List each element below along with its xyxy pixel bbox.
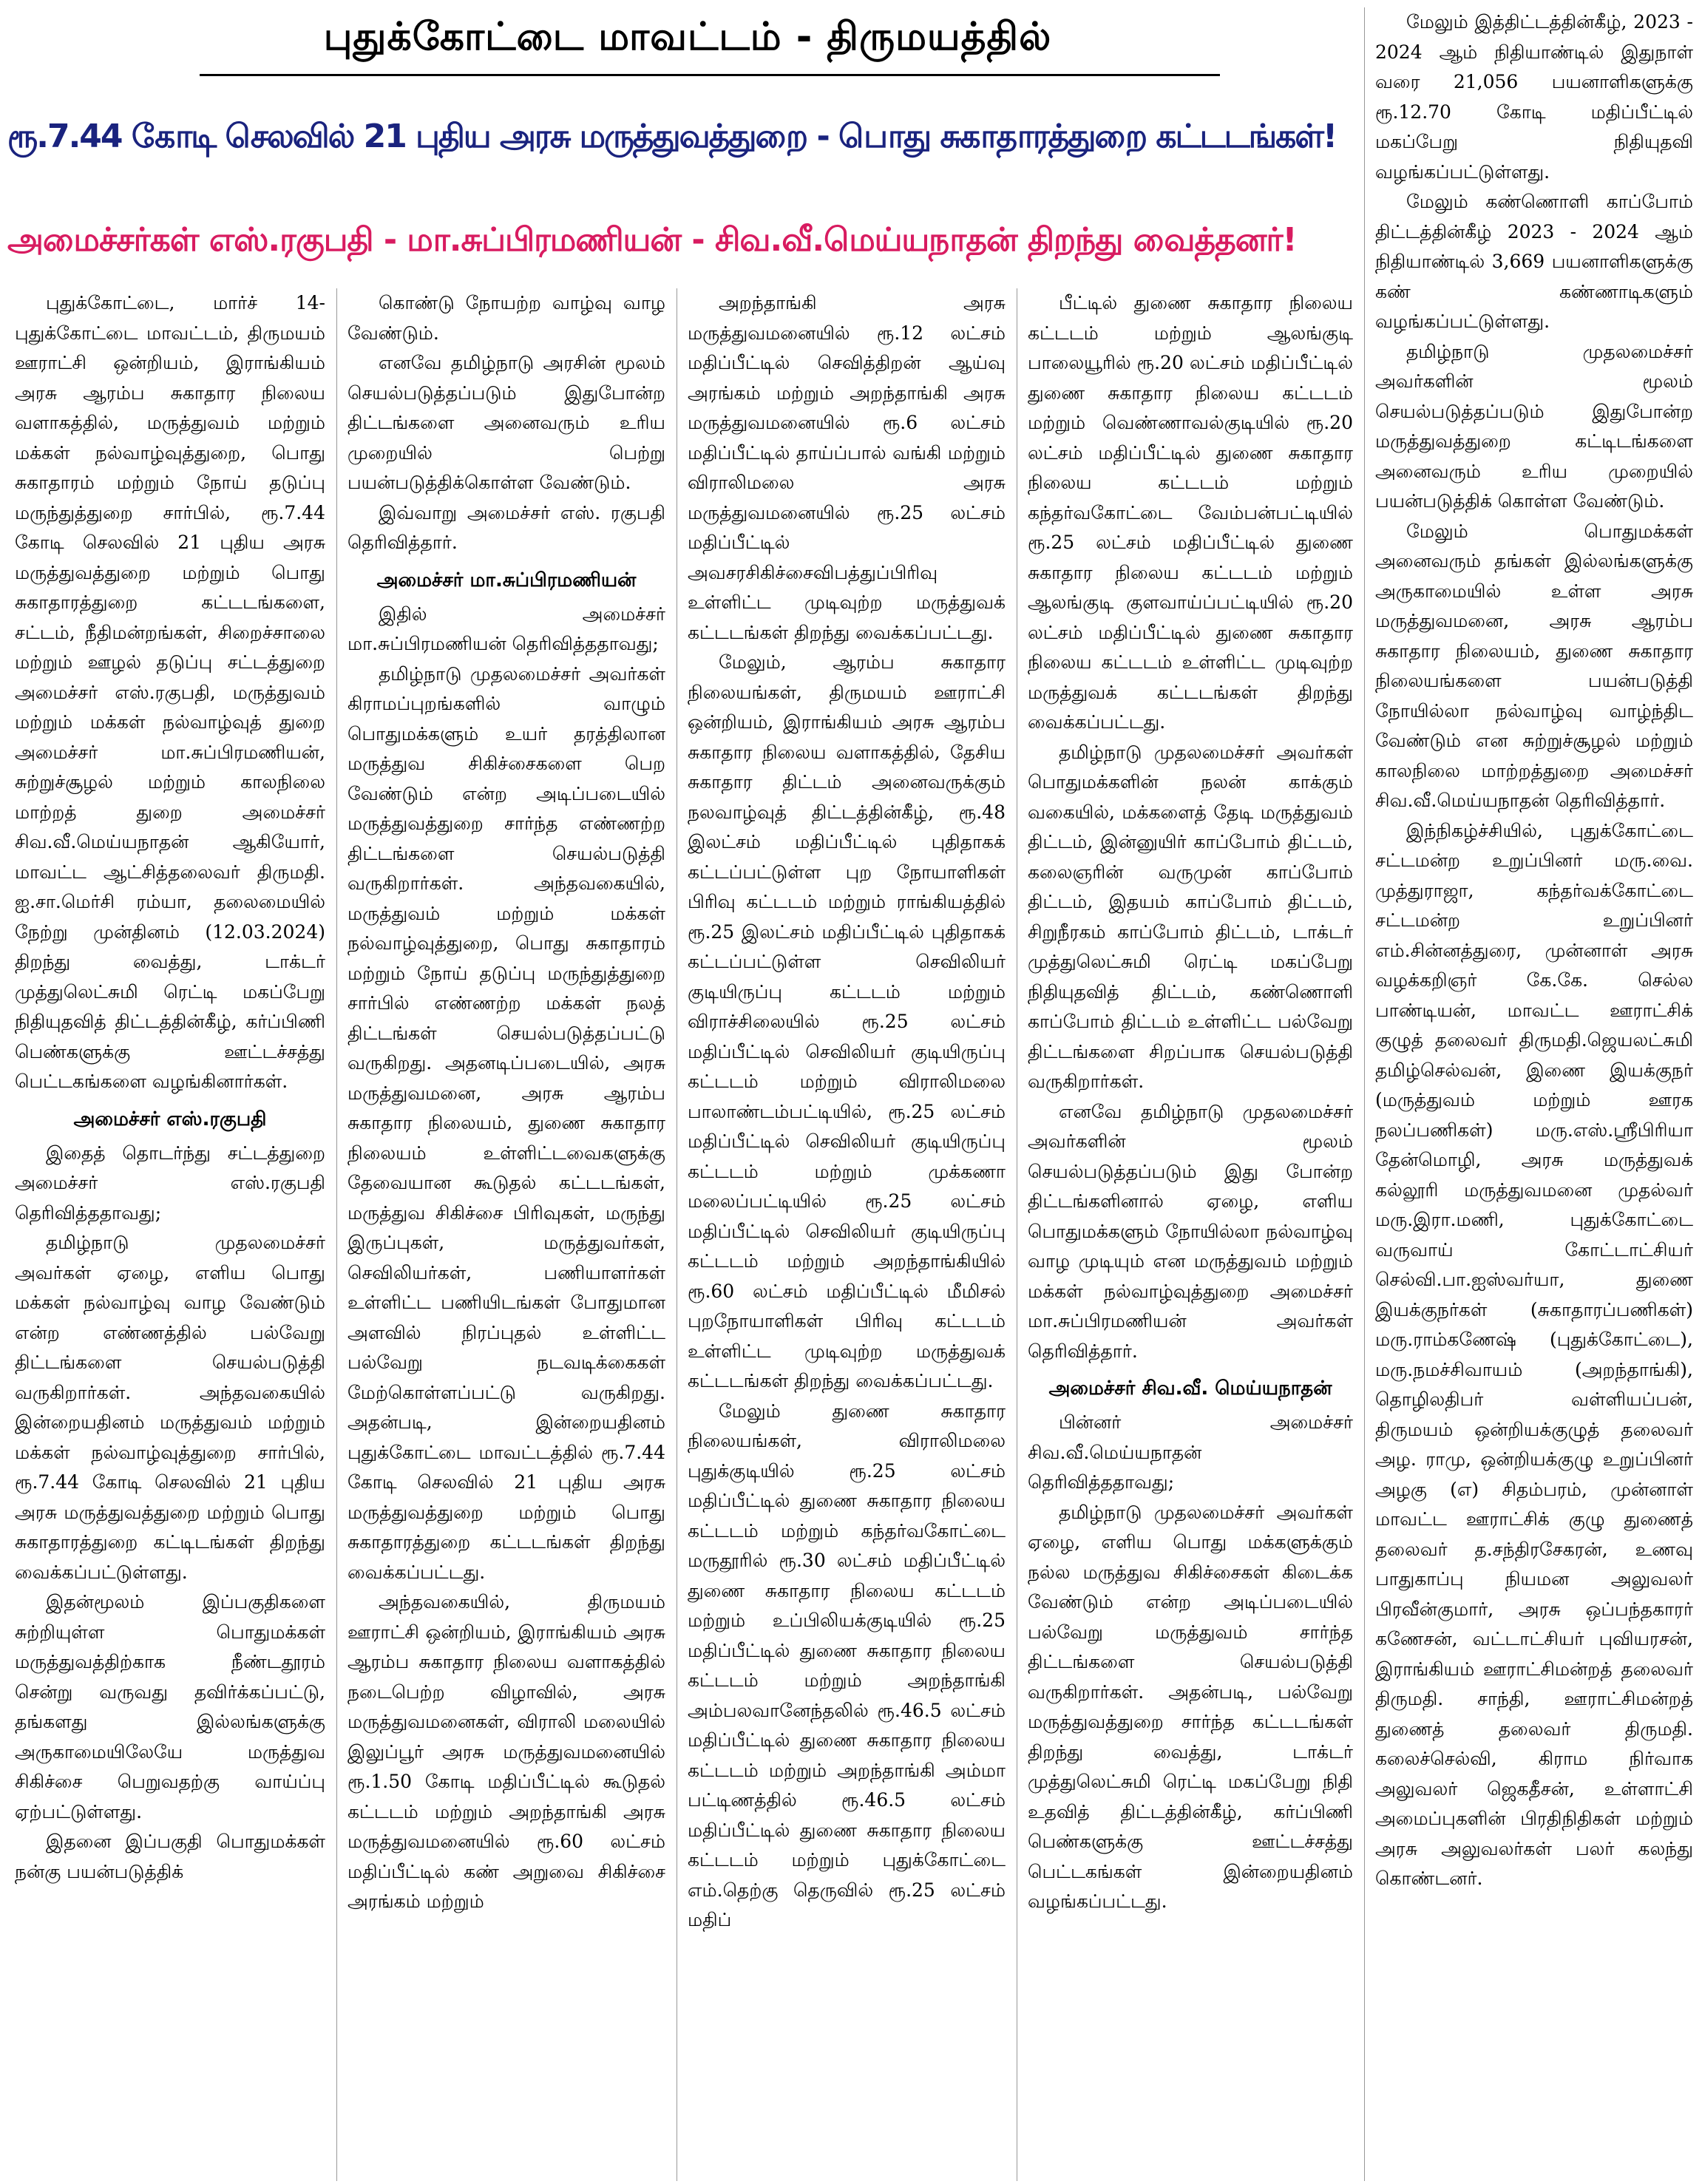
article-paragraph: மேலும் பொதுமக்கள் அனைவரும் தங்கள் இல்லங்களுக்கு அருகாமையில் உள்ள அரசு மருத்துவமனை, அரசு ஆரம்ப சுகாதார நிலையம், துணை சுகாதார நிலையங்களை பயன்படுத்தி நோயில்லா நல்வாழ்வு வாழ்ந்திட வேண்டும் என சுற்றுச்சூழல் மற்றும் காலநிலை மாற்றத்துறை அமைச்சர் சிவ.வீ.மெய்யநாதன் தெரிவித்தார். xyxy=(1375,520,1693,811)
column-divider xyxy=(1364,7,1365,2181)
main-headline: ரூ.7.44 கோடி செலவில் 21 புதிய அரசு மருத்துவத்துறை - பொது சுகாதாரத்துறை கட்டடங்கள்! xyxy=(7,118,1337,155)
article-paragraph: இந்நிகழ்ச்சியில், புதுக்கோட்டை சட்டமன்ற உறுப்பினர் மரு.வை. முத்துராஜா, கந்தர்வக்கோட்டை சட்டமன்ற உறுப்பினர் எம்.சின்னத்துரை, முன்னாள் அரசு வழக்கறிஞர் கே.கே. செல்ல பாண்டியன், மாவட்ட ஊராட்சிக் குழுத் தலைவர் திருமதி.ஜெயலட்சுமி தமிழ்செல்வன், இணை இயக்குநர் (மருத்துவம் மற்றும் ஊரக நலப்பணிகள்) மரு.எஸ்.ஸ்ரீபிரியா தேன்மொழி, அரசு மருத்துவக் கல்லூரி மருத்துவமனை முதல்வர் மரு.இரா.மணி, புதுக்கோட்டை வருவாய் கோட்டாட்சியர் செல்வி.பா.ஐஸ்வர்யா, துணை இயக்குநர்கள் (சுகாதாரப்பணிகள்) மரு.ராம்கணேஷ் (புதுக்கோட்டை), மரு.நமச்சிவாயம் (அறந்தாங்கி), தொழிலதிபர் வள்ளியப்பன், திருமயம் ஒன்றியக்குழுத் தலைவர் அழ. ராமு, ஒன்றியக்குழு உறுப்பினர் அழகு (எ) சிதம்பரம், முன்னாள் மாவட்ட ஊராட்சிக் குழு துணைத் தலைவர் த.சந்திரசேகரன், உணவு பாதுகாப்பு நியமன அலுவலர் பிரவீன்குமார், அரசு ஒப்பந்தகாரர் கணேசன், வட்டாட்சியர் புவியரசன், இராங்கியம் ஊராட்சிமன்றத் தலைவர் திருமதி. சாந்தி, ஊராட்சிமன்றத் துணைத் தலைவர் திருமதி. கலைச்செல்வி, கிராம நிர்வாக அலுவலர் ஜெகதீசன், உள்ளாட்சி அமைப்புகளின் பிரதிநிதிகள் மற்றும் அரசு அலுவலர்கள் பலர் கலந்து கொண்டனர். xyxy=(1375,819,1693,1889)
article-paragraph: அறந்தாங்கி அரசு மருத்துவமனையில் ரூ.12 லட்சம் மதிப்பீட்டில் செவித்திறன் ஆய்வு அரங்கம் மற்றும் அறந்தாங்கி அரசு மருத்துவமனையில் ரூ.6 லட்சம் மதிப்பீட்டில் தாய்ப்பால் வங்கி மற்றும் விராலிமலை அரசு மருத்துவமனையில் ரூ.25 லட்சம் மதிப்பீட்டில் அவசரசிகிச்சைவிபத்துப்பிரிவு உள்ளிட்ட முடிவுற்ற மருத்துவக் கட்டடங்கள் திறந்து வைக்கப்பட்டது. xyxy=(688,292,1006,643)
article-paragraph: இதன்மூலம் இப்பகுதிகளை சுற்றியுள்ள பொதுமக்கள் மருத்துவத்திற்காக நீண்டதூரம் சென்று வருவது தவிர்க்கப்பட்டு, தங்களது இல்லங்களுக்கு அருகாமையிலேயே மருத்துவ சிகிச்சை பெறுவதற்கு வாய்ப்பு ஏற்பட்டுள்ளது. xyxy=(15,1591,325,1822)
sub-headline: அமைச்சர்கள் எஸ்.ரகுபதி - மா.சுப்பிரமணியன் - சிவ.வீ.மெய்யநாதன் திறந்து வைத்தனர்! xyxy=(7,221,1297,259)
article-paragraph: எனவே தமிழ்நாடு அரசின் மூலம் செயல்படுத்தப்படும் இதுபோன்ற திட்டங்களை அனைவரும் உரிய முறையில் பெற்று பயன்படுத்திக்கொள்ள வேண்டும். xyxy=(347,352,665,493)
article-paragraph: தமிழ்நாடு முதலமைச்சர் அவர்கள் கிராமப்புறங்களில் வாழும் பொதுமக்களும் உயர் தரத்திலான மருத்துவ சிகிச்சைகளை பெற வேண்டும் என்ற அடிப்படையில் மருத்துவத்துறை சார்ந்த எண்ணற்ற திட்டங்களை செயல்படுத்தி வருகிறார்கள். அந்தவகையில், மருத்துவம் மற்றும் மக்கள் நல்வாழ்வுத்துறை, பொது சுகாதாரம் மற்றும் நோய் தடுப்பு மருந்துத்துறை சார்பில் எண்ணற்ற மக்கள் நலத் திட்டங்கள் செயல்படுத்தப்பட்டு வருகிறது. அதனடிப்படையில், அரசு மருத்துவமனை, அரசு ஆரம்ப சுகாதார நிலையம், துணை சுகாதார நிலையம் உள்ளிட்டவைகளுக்கு தேவையான கூடுதல் கட்டடங்கள், மருத்துவ சிகிச்சை பிரிவுகள், மருந்து இருப்புகள், மருத்துவர்கள், செவிலியர்கள், பணியாளர்கள் உள்ளிட்ட பணியிடங்கள் போதுமான அளவில் நிரப்புதல் உள்ளிட்ட பல்வேறு நடவடிக்கைகள் மேற்கொள்ளப்பட்டு வருகிறது. அதன்படி, இன்றையதினம் புதுக்கோட்டை மாவட்டத்தில் ரூ.7.44 கோடி செலவில் 21 புதிய அரசு மருத்துவத்துறை மற்றும் பொது சுகாதாரத்துறை கட்டடங்கள் திறந்து வைக்கப்பட்டது. xyxy=(347,662,665,1583)
article-paragraph: பீட்டில் துணை சுகாதார நிலைய கட்டடம் மற்றும் ஆலங்குடி பாலையூரில் ரூ.20 லட்சம் மதிப்பீட்டில் துணை சுகாதார நிலைய கட்டடம் மற்றும் வெண்ணாவல்குடியில் ரூ.20 லட்சம் மதிப்பீட்டில் துணை சுகாதார நிலைய கட்டடம் மற்றும் கந்தர்வகோட்டை வேம்பன்பட்டியில் ரூ.25 லட்சம் மதிப்பீட்டில் துணை சுகாதார நிலைய கட்டடம் மற்றும் ஆலங்குடி குளவாய்ப்பட்டியில் ரூ.20 லட்சம் மதிப்பீட்டில் துணை சுகாதார நிலைய கட்டடம் உள்ளிட்ட முடிவுற்ற மருத்துவக் கட்டடங்கள் திறந்து வைக்கப்பட்டது. xyxy=(1028,292,1353,733)
article-paragraph: புதுக்கோட்டை, மார்ச் 14- புதுக்கோட்டை மாவட்டம், திருமயம் ஊராட்சி ஒன்றியம், இராங்கியம் அரசு ஆரம்ப சுகாதார நிலைய வளாகத்தில், மருத்துவம் மற்றும் மக்கள் நல்வாழ்வுத்துறை, பொது சுகாதாரம் மற்றும் நோய் தடுப்பு மருந்துத்துறை சார்பில், ரூ.7.44 கோடி செலவில் 21 புதிய அரசு மருத்துவத்துறை மற்றும் பொது சுகாதாரத்துறை கட்டடங்களை, சட்டம், நீதிமன்றங்கள், சிறைச்சாலை மற்றும் ஊழல் தடுப்பு சட்டத்துறை அமைச்சர் எஸ்.ரகுபதி, மருத்துவம் மற்றும் மக்கள் நல்வாழ்வுத் துறை அமைச்சர் மா.சுப்பிரமணியன், சுற்றுச்சூழல் மற்றும் காலநிலை மாற்றத் துறை அமைச்சர் சிவ.வீ.மெய்யநாதன் ஆகியோர், மாவட்ட ஆட்சித்தலைவர் திருமதி. ஐ.சா.மெர்சி ரம்யா, தலைமையில் நேற்று முன்தினம் (12.03.2024) திறந்து வைத்து, டாக்டர் முத்துலெட்சுமி ரெட்டி மகப்பேறு நிதியுதவித் திட்டத்தின்கீழ், கர்ப்பிணி பெண்களுக்கு ஊட்டச்சத்து பெட்டகங்களை வழங்கினார்கள். xyxy=(15,292,325,1092)
article-paragraph: இவ்வாறு அமைச்சர் எஸ். ரகுபதி தெரிவித்தார். xyxy=(347,501,665,553)
article-paragraph: இதில் அமைச்சர் மா.சுப்பிரமணியன் தெரிவித்ததாவது; xyxy=(347,603,665,654)
article-paragraph: கொண்டு நோயற்ற வாழ்வு வாழ வேண்டும். xyxy=(347,292,665,344)
article-paragraph: தமிழ்நாடு முதலமைச்சர் அவர்கள் ஏழை, எளிய பொது மக்கள் நல்வாழ்வு வாழ வேண்டும் என்ற எண்ணத்தில் பல்வேறு திட்டங்களை செயல்படுத்தி வருகிறார்கள். அந்தவகையில் இன்றையதினம் மருத்துவம் மற்றும் மக்கள் நல்வாழ்வுத்துறை சார்பில், ரூ.7.44 கோடி செலவில் 21 புதிய அரசு மருத்துவத்துறை மற்றும் பொது சுகாதாரத்துறை கட்டிடங்கள் திறந்து வைக்கப்பட்டுள்ளது. xyxy=(15,1232,325,1583)
article-paragraph: தமிழ்நாடு முதலமைச்சர் அவர்களின் மூலம் செயல்படுத்தப்படும் இதுபோன்ற மருத்துவத்துறை கட்டிடங்களை அனைவரும் உரிய முறையில் பயன்படுத்திக் கொள்ள வேண்டும். xyxy=(1375,340,1693,512)
section-subheading: அமைச்சர் சிவ.வீ. மெய்யநாதன் xyxy=(1048,1377,1332,1400)
article-paragraph: மேலும் கண்ணொளி காப்போம் திட்டத்தின்கீழ் 2023 - 2024 ஆம் நிதியாண்டில் 3,669 பயனாளிகளுக்கு கண் கண்ணாடிகளும் வழங்கப்பட்டுள்ளது. xyxy=(1375,191,1693,332)
article-paragraph: மேலும், ஆரம்ப சுகாதார நிலையங்கள், திருமயம் ஊராட்சி ஒன்றியம், இராங்கியம் அரசு ஆரம்ப சுகாதார நிலைய வளாகத்தில், தேசிய சுகாதார திட்டம் அனைவருக்கும் நலவாழ்வுத் திட்டத்தின்கீழ், ரூ.48 இலட்சம் மதிப்பீட்டில் புதிதாகக் கட்டப்பட்டுள்ள புற நோயாளிகள் பிரிவு கட்டடம் மற்றும் ராங்கியத்தில் ரூ.25 இலட்சம் மதிப்பீட்டில் புதிதாகக் கட்டப்பட்டுள்ள செவிலியர் குடியிருப்பு கட்டடம் மற்றும் விராச்சிலையில் ரூ.25 லட்சம் மதிப்பீட்டில் செவிலியர் குடியிருப்பு கட்டடம் மற்றும் விராலிமலை பாலாண்டம்பட்டியில், ரூ.25 லட்சம் மதிப்பீட்டில் செவிலியர் குடியிருப்பு கட்டடம் மற்றும் முக்கணா மலைப்பட்டியில் ரூ.25 லட்சம் மதிப்பீட்டில் செவிலியர் குடியிருப்பு கட்டடம் மற்றும் அறந்தாங்கியில் ரூ.60 லட்சம் மதிப்பீட்டில் மீமிசல் புறநோயாளிகள் பிரிவு கட்டடம் உள்ளிட்ட முடிவுற்ற மருத்துவக் கட்டடங்கள் திறந்து வைக்கப்பட்டது. xyxy=(688,651,1006,1391)
article-column-3 xyxy=(688,288,1006,2181)
article-paragraph: மேலும் துணை சுகாதார நிலையங்கள், விராலிமலை புதுக்குடியில் ரூ.25 லட்சம் மதிப்பீட்டில் துணை சுகாதார நிலைய கட்டடம் மற்றும் கந்தர்வகோட்டை மருதூரில் ரூ.30 லட்சம் மதிப்பீட்டில் துணை சுகாதார நிலைய கட்டடம் மற்றும் உப்பிலியக்குடியில் ரூ.25 மதிப்பீட்டில் துணை சுகாதார நிலைய கட்டடம் மற்றும் அறந்தாங்கி அம்பலவானேந்தலில் ரூ.46.5 லட்சம் மதிப்பீட்டில் துணை சுகாதார நிலைய கட்டடம் மற்றும் அறந்தாங்கி அம்மா பட்டிணத்தில் ரூ.46.5 லட்சம் மதிப்பீட்டில் துணை சுகாதார நிலைய கட்டடம் மற்றும் புதுக்கோட்டை எம்.தெற்கு தெருவில் ரூ.25 லட்சம் மதிப் xyxy=(688,1400,1006,1930)
column-divider xyxy=(336,288,337,2181)
article-paragraph: அந்தவகையில், திருமயம் ஊராட்சி ஒன்றியம், இராங்கியம் அரசு ஆரம்ப சுகாதார நிலைய வளாகத்தில் நடைபெற்ற விழாவில், அரசு மருத்துவமனைகள், விராலி மலையில் இலுப்பூர் அரசு மருத்துவமனையில் ரூ.1.50 கோடி மதிப்பீட்டில் கூடுதல் கட்டடம் மற்றும் அறந்தாங்கி அரசு மருத்துவமனையில் ரூ.60 லட்சம் மதிப்பீட்டில் கண் அறுவை சிகிச்சை அரங்கம் மற்றும் xyxy=(347,1591,665,1912)
section-subheading: அமைச்சர் மா.சுப்பிரமணியன் xyxy=(376,569,637,591)
article-column-4 xyxy=(1028,288,1353,2181)
kicker-heading: புதுக்கோட்டை மாவட்டம் - திருமயத்தில் xyxy=(323,15,1052,59)
article-paragraph: இதைத் தொடர்ந்து சட்டத்துறை அமைச்சர் எஸ்.ரகுபதி தெரிவித்ததாவது; xyxy=(15,1142,325,1224)
article-paragraph: பின்னர் அமைச்சர் சிவ.வீ.மெய்யநாதன் தெரிவித்ததாவது; xyxy=(1028,1411,1353,1493)
article-column-2 xyxy=(347,288,665,2181)
article-paragraph: இதனை இப்பகுதி பொதுமக்கள் நன்கு பயன்படுத்திக் xyxy=(15,1831,325,1882)
article-column-1 xyxy=(15,288,325,2181)
article-paragraph: மேலும் இத்திட்டத்தின்கீழ், 2023 - 2024 ஆம் நிதியாண்டில் இதுநாள் வரை 21,056 பயனாளிகளுக்கு ரூ.12.70 கோடி மதிப்பீட்டில் மகப்பேறு நிதியுதவி வழங்கப்பட்டுள்ளது. xyxy=(1375,11,1693,183)
article-paragraph: தமிழ்நாடு முதலமைச்சர் அவர்கள் பொதுமக்களின் நலன் காக்கும் வகையில், மக்களைத் தேடி மருத்துவம் திட்டம், இன்னுயிர் காப்போம் திட்டம், கலைஞரின் வருமுன் காப்போம் திட்டம், இதயம் காப்போம் திட்டம், சிறுநீரகம் காப்போம் திட்டம், டாக்டர் முத்துலெட்சுமி ரெட்டி மகப்பேறு நிதியுதவித் திட்டம், கண்ணொளி காப்போம் திட்டம் உள்ளிட்ட பல்வேறு திட்டங்களை சிறப்பாக செயல்படுத்தி வருகிறார்கள். xyxy=(1028,741,1353,1092)
article-paragraph: எனவே தமிழ்நாடு முதலமைச்சர் அவர்களின் மூலம் செயல்படுத்தப்படும் இது போன்ற திட்டங்களினால் ஏழை, எளிய பொதுமக்களும் நோயில்லா நல்வாழ்வு வாழ முடியும் என மருத்துவம் மற்றும் மக்கள் நல்வாழ்வுத்துறை அமைச்சர் மா.சுப்பிரமணியன் அவர்கள் தெரிவித்தார். xyxy=(1028,1100,1353,1362)
article-paragraph: தமிழ்நாடு முதலமைச்சர் அவர்கள் ஏழை, எளிய பொது மக்களுக்கும் நல்ல மருத்துவ சிகிச்சைகள் கிடைக்க வேண்டும் என்ற அடிப்படையில் பல்வேறு மருத்துவம் சார்ந்த திட்டங்களை செயல்படுத்தி வருகிறார்கள். அதன்படி, பல்வேறு மருத்துவத்துறை சார்ந்த கட்டடங்கள் திறந்து வைத்து, டாக்டர் முத்துலெட்சுமி ரெட்டி மகப்பேறு நிதி உதவித் திட்டத்தின்கீழ், கர்ப்பிணி பெண்களுக்கு ஊட்டச்சத்து பெட்டகங்கள் இன்றையதினம் வழங்கப்பட்டது. xyxy=(1028,1501,1353,1912)
article-column-5 xyxy=(1375,7,1693,2181)
kicker-underline xyxy=(200,74,1220,76)
section-subheading: அமைச்சர் எஸ்.ரகுபதி xyxy=(73,1108,267,1130)
